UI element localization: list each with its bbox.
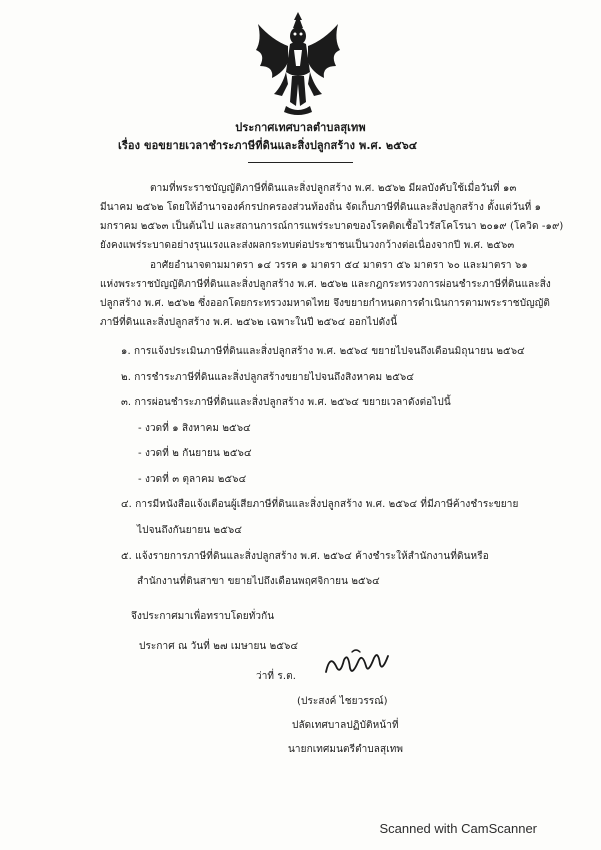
garuda-emblem: [252, 10, 344, 118]
paragraph1-line1: ตามที่พระราชบัญญัติภาษีที่ดินและสิ่งปลูกสร้าง พ.ศ. ๒๕๖๒ มีผลบังคับใช้เมื่อวันที่ ๑๓: [150, 183, 517, 194]
acting-rank-note: ว่าที่ ร.ต.: [256, 671, 297, 682]
signer-title-line1: ปลัดเทศบาลปฏิบัติหน้าที่: [292, 720, 399, 731]
closing-statement: จึงประกาศมาเพื่อทราบโดยทั่วกัน: [131, 611, 275, 622]
paragraph2-line2: แห่งพระราชบัญญัติภาษีที่ดินและสิ่งปลูกสร้าง พ.ศ. ๒๕๖๒ และกฎกระทรวงการผ่อนชำระภาษีที่ดินและสิ่ง: [100, 279, 551, 290]
paragraph2-line1: อาศัยอำนาจตามมาตรา ๑๔ วรรค ๑ มาตรา ๕๔ มาตรา ๕๖ มาตรา ๖๐ และมาตรา ๖๑: [150, 260, 528, 271]
list-item-4-line1: ๔. การมีหนังสือแจ้งเตือนผู้เสียภาษีที่ดินและสิ่งปลูกสร้าง พ.ศ. ๒๕๖๔ ที่มีภาษีค้างชำระขยาย: [121, 499, 519, 510]
paragraph2-line4: ภาษีที่ดินและสิ่งปลูกสร้าง พ.ศ. ๒๕๖๒ เฉพาะในปี ๒๕๖๔ ออกไปดังนี้: [100, 317, 398, 328]
paragraph1-line2: มีนาคม ๒๕๖๒ โดยให้อำนาจองค์กรปกครองส่วนท้องถิ่น จัดเก็บภาษีที่ดินและสิ่งปลูกสร้าง ตั้งแต่วันที่ ๑: [100, 202, 542, 213]
announcement-heading: ประกาศเทศบาลตำบลสุเทพ: [235, 121, 366, 134]
scanner-watermark: Scanned with CamScanner: [379, 821, 537, 836]
heading-divider: [248, 162, 353, 163]
list-item-5-line1: ๕. แจ้งรายการภาษีที่ดินและสิ่งปลูกสร้าง พ.ศ. ๒๕๖๔ ค้างชำระให้สำนักงานที่ดินหรือ: [121, 551, 489, 562]
paragraph1-line4: ยังคงแพร่ระบาดอย่างรุนแรงและส่งผลกระทบต่อประชาชนเป็นวงกว้างต่อเนื่องจากปี พ.ศ. ๒๕๖๓: [100, 240, 515, 251]
list-item-1: ๑. การแจ้งประเมินภาษีที่ดินและสิ่งปลูกสร้าง พ.ศ. ๒๕๖๔ ขยายไปจนถึงเดือนมิถุนายน ๒๕๖๔: [121, 346, 525, 357]
list-item-5-line2: สำนักงานที่ดินสาขา ขยายไปถึงเดือนพฤศจิกายน ๒๕๖๔: [137, 576, 380, 587]
signer-name: (ประสงค์ ไชยวรรณ์): [297, 696, 388, 707]
list-item-3: ๓. การผ่อนชำระภาษีที่ดินและสิ่งปลูกสร้าง พ.ศ. ๒๕๖๔ ขยายเวลาดังต่อไปนี้: [121, 397, 451, 408]
announcement-date: ประกาศ ณ วันที่ ๒๗ เมษายน ๒๕๖๔: [139, 641, 299, 652]
signer-title-line2: นายกเทศมนตรีตำบลสุเทพ: [288, 744, 404, 755]
list-item-2: ๒. การชำระภาษีที่ดินและสิ่งปลูกสร้างขยายไปจนถึงสิงหาคม ๒๕๖๔: [121, 372, 414, 383]
paragraph1-line3: มกราคม ๒๕๖๓ เป็นต้นไป และสถานการณ์การแพร่ระบาดของโรคติดเชื้อไวรัสโคโรนา ๒๐๑๙ (โควิด -๑๙): [100, 221, 564, 232]
handwritten-signature: [322, 646, 392, 680]
installment-1: - งวดที่ ๑ สิงหาคม ๒๕๖๔: [138, 423, 251, 434]
announcement-subject: เรื่อง ขอขยายเวลาชำระภาษีที่ดินและสิ่งปลูกสร้าง พ.ศ. ๒๕๖๔: [118, 139, 418, 152]
list-item-4-line2: ไปจนถึงกันยายน ๒๕๖๔: [137, 525, 243, 536]
paragraph2-line3: ปลูกสร้าง พ.ศ. ๒๕๖๒ ซึ่งออกโดยกระทรวงมหาดไทย จึงขยายกำหนดการดำเนินการตามพระราชบัญญัติ: [100, 298, 550, 309]
installment-3: - งวดที่ ๓ ตุลาคม ๒๕๖๔: [138, 474, 247, 485]
installment-2: - งวดที่ ๒ กันยายน ๒๕๖๔: [138, 448, 252, 459]
